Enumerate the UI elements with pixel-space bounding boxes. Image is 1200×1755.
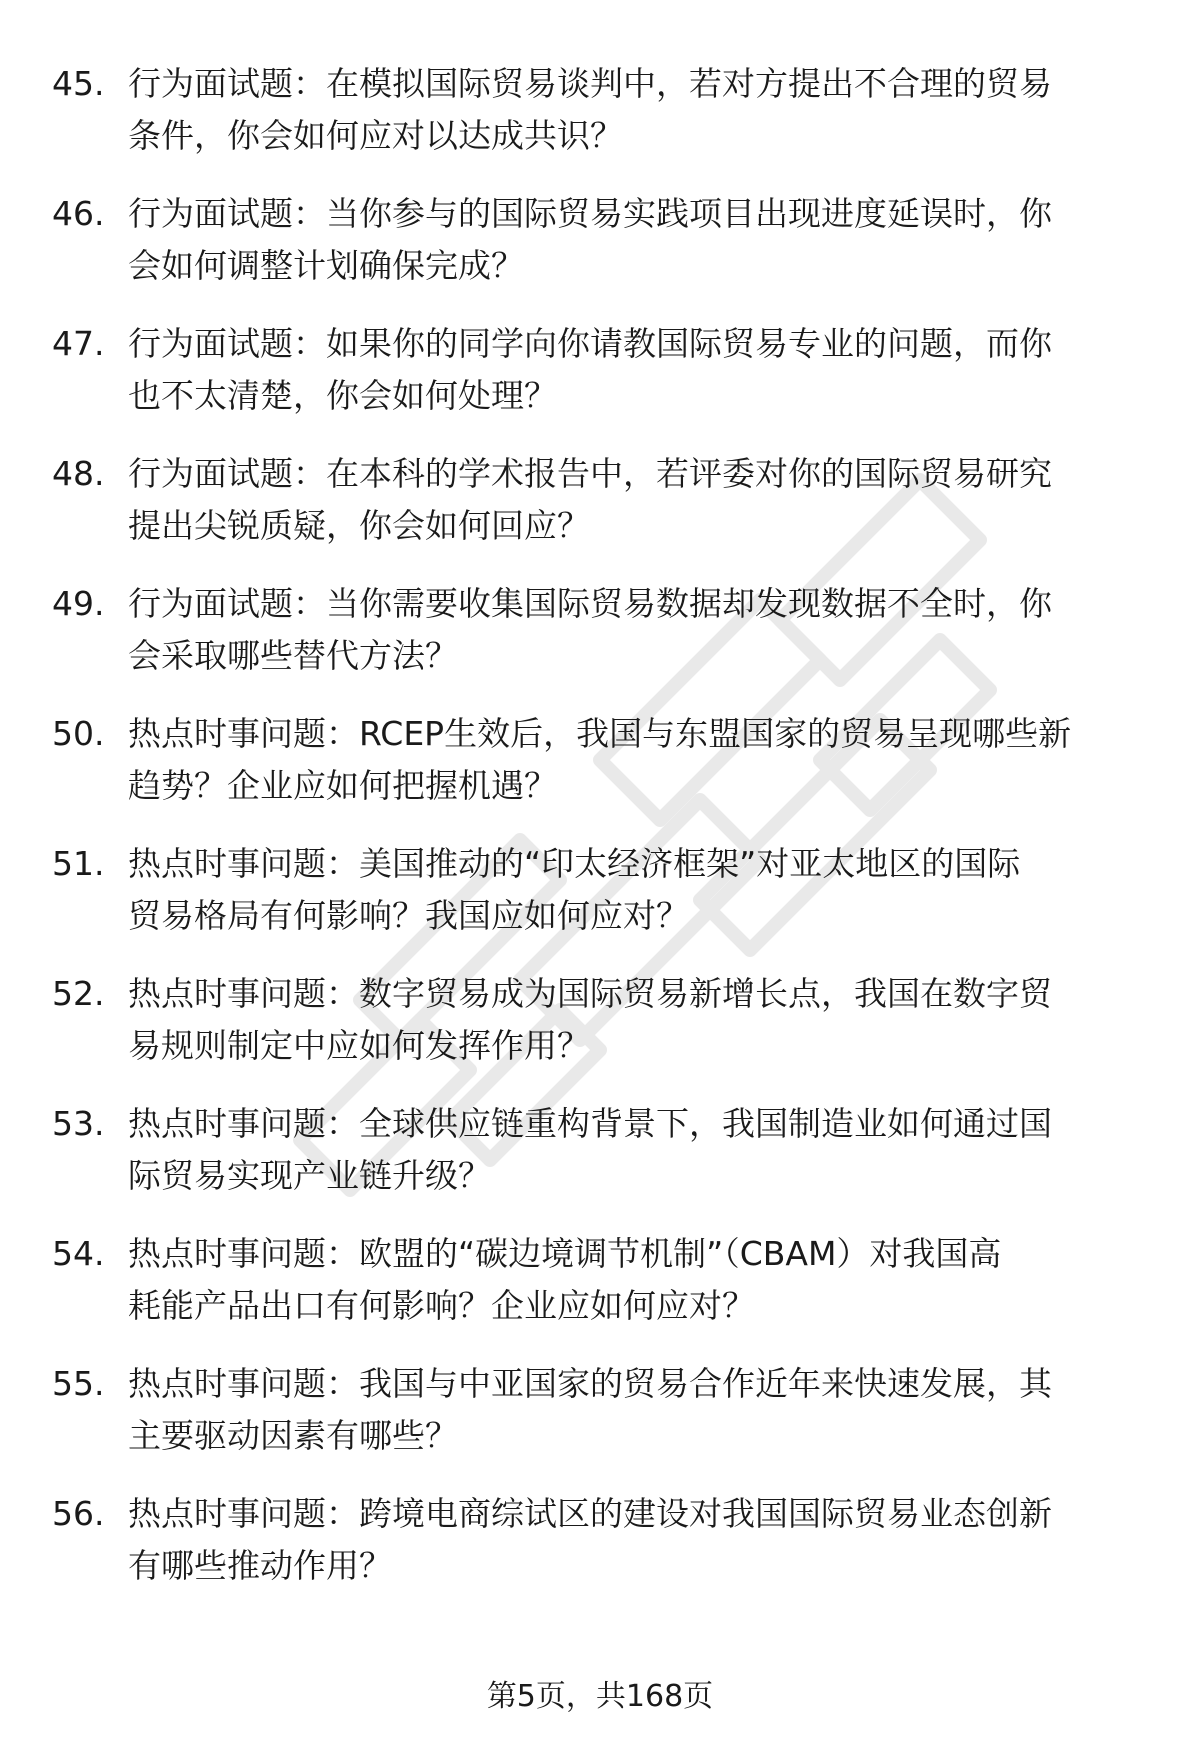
- question-text: 行为面试题：在本科的学术报告中，若评委对你的国际贸易研究 提出尖锐质疑，你会如何回应？: [128, 454, 1052, 545]
- page-number-label: 第5页，共168页: [486, 1679, 714, 1714]
- question-item: [0, 1358, 1200, 1488]
- question-number: 50.: [52, 714, 105, 753]
- question-text: 热点时事问题：我国与中亚国家的贸易合作近年来快速发展，其 主要驱动因素有哪些？: [128, 1364, 1052, 1455]
- question-number: 56.: [52, 1494, 105, 1533]
- question-text: 热点时事问题：全球供应链重构背景下，我国制造业如何通过国 际贸易实现产业链升级？: [128, 1104, 1052, 1195]
- question-number: 54.: [52, 1234, 105, 1273]
- question-text: 热点时事问题：RCEP生效后，我国与东盟国家的贸易呈现哪些新 趋势？企业应如何把握机遇？: [128, 714, 1072, 805]
- question-item: [0, 318, 1200, 448]
- question-number: 47.: [52, 324, 105, 363]
- page-footer: [0, 1675, 1200, 1719]
- question-number: 45.: [52, 64, 105, 103]
- question-number: 53.: [52, 1104, 105, 1143]
- question-number: 55.: [52, 1364, 105, 1403]
- question-item: [0, 708, 1200, 838]
- question-item: [0, 1098, 1200, 1228]
- question-number: 48.: [52, 454, 105, 493]
- question-item: [0, 1228, 1200, 1358]
- question-text: 行为面试题：当你参与的国际贸易实践项目出现进度延误时，你 会如何调整计划确保完成？: [128, 194, 1052, 285]
- question-item: [0, 838, 1200, 968]
- question-text: 热点时事问题：欧盟的“碳边境调节机制”（CBAM）对我国高 耗能产品出口有何影响？企业应如何应对？: [128, 1234, 1002, 1325]
- question-number: 49.: [52, 584, 105, 623]
- question-list: [0, 58, 1200, 1618]
- question-number: 46.: [52, 194, 105, 233]
- question-text: 热点时事问题：数字贸易成为国际贸易新增长点，我国在数字贸 易规则制定中应如何发挥作用？: [128, 974, 1052, 1065]
- question-text: 热点时事问题：跨境电商综试区的建设对我国国际贸易业态创新 有哪些推动作用？: [128, 1494, 1052, 1585]
- question-number: 52.: [52, 974, 105, 1013]
- question-item: [0, 58, 1200, 188]
- question-item: [0, 1488, 1200, 1618]
- question-text: 热点时事问题：美国推动的“印太经济框架”对亚太地区的国际 贸易格局有何影响？我国应如何应对？: [128, 844, 1021, 935]
- question-number: 51.: [52, 844, 105, 883]
- question-item: [0, 448, 1200, 578]
- question-text: 行为面试题：如果你的同学向你请教国际贸易专业的问题，而你 也不太清楚，你会如何处理？: [128, 324, 1052, 415]
- question-item: [0, 578, 1200, 708]
- question-item: [0, 188, 1200, 318]
- question-text: 行为面试题：在模拟国际贸易谈判中，若对方提出不合理的贸易 条件，你会如何应对以达成共识？: [128, 64, 1052, 155]
- question-text: 行为面试题：当你需要收集国际贸易数据却发现数据不全时，你 会采取哪些替代方法？: [128, 584, 1052, 675]
- question-item: [0, 968, 1200, 1098]
